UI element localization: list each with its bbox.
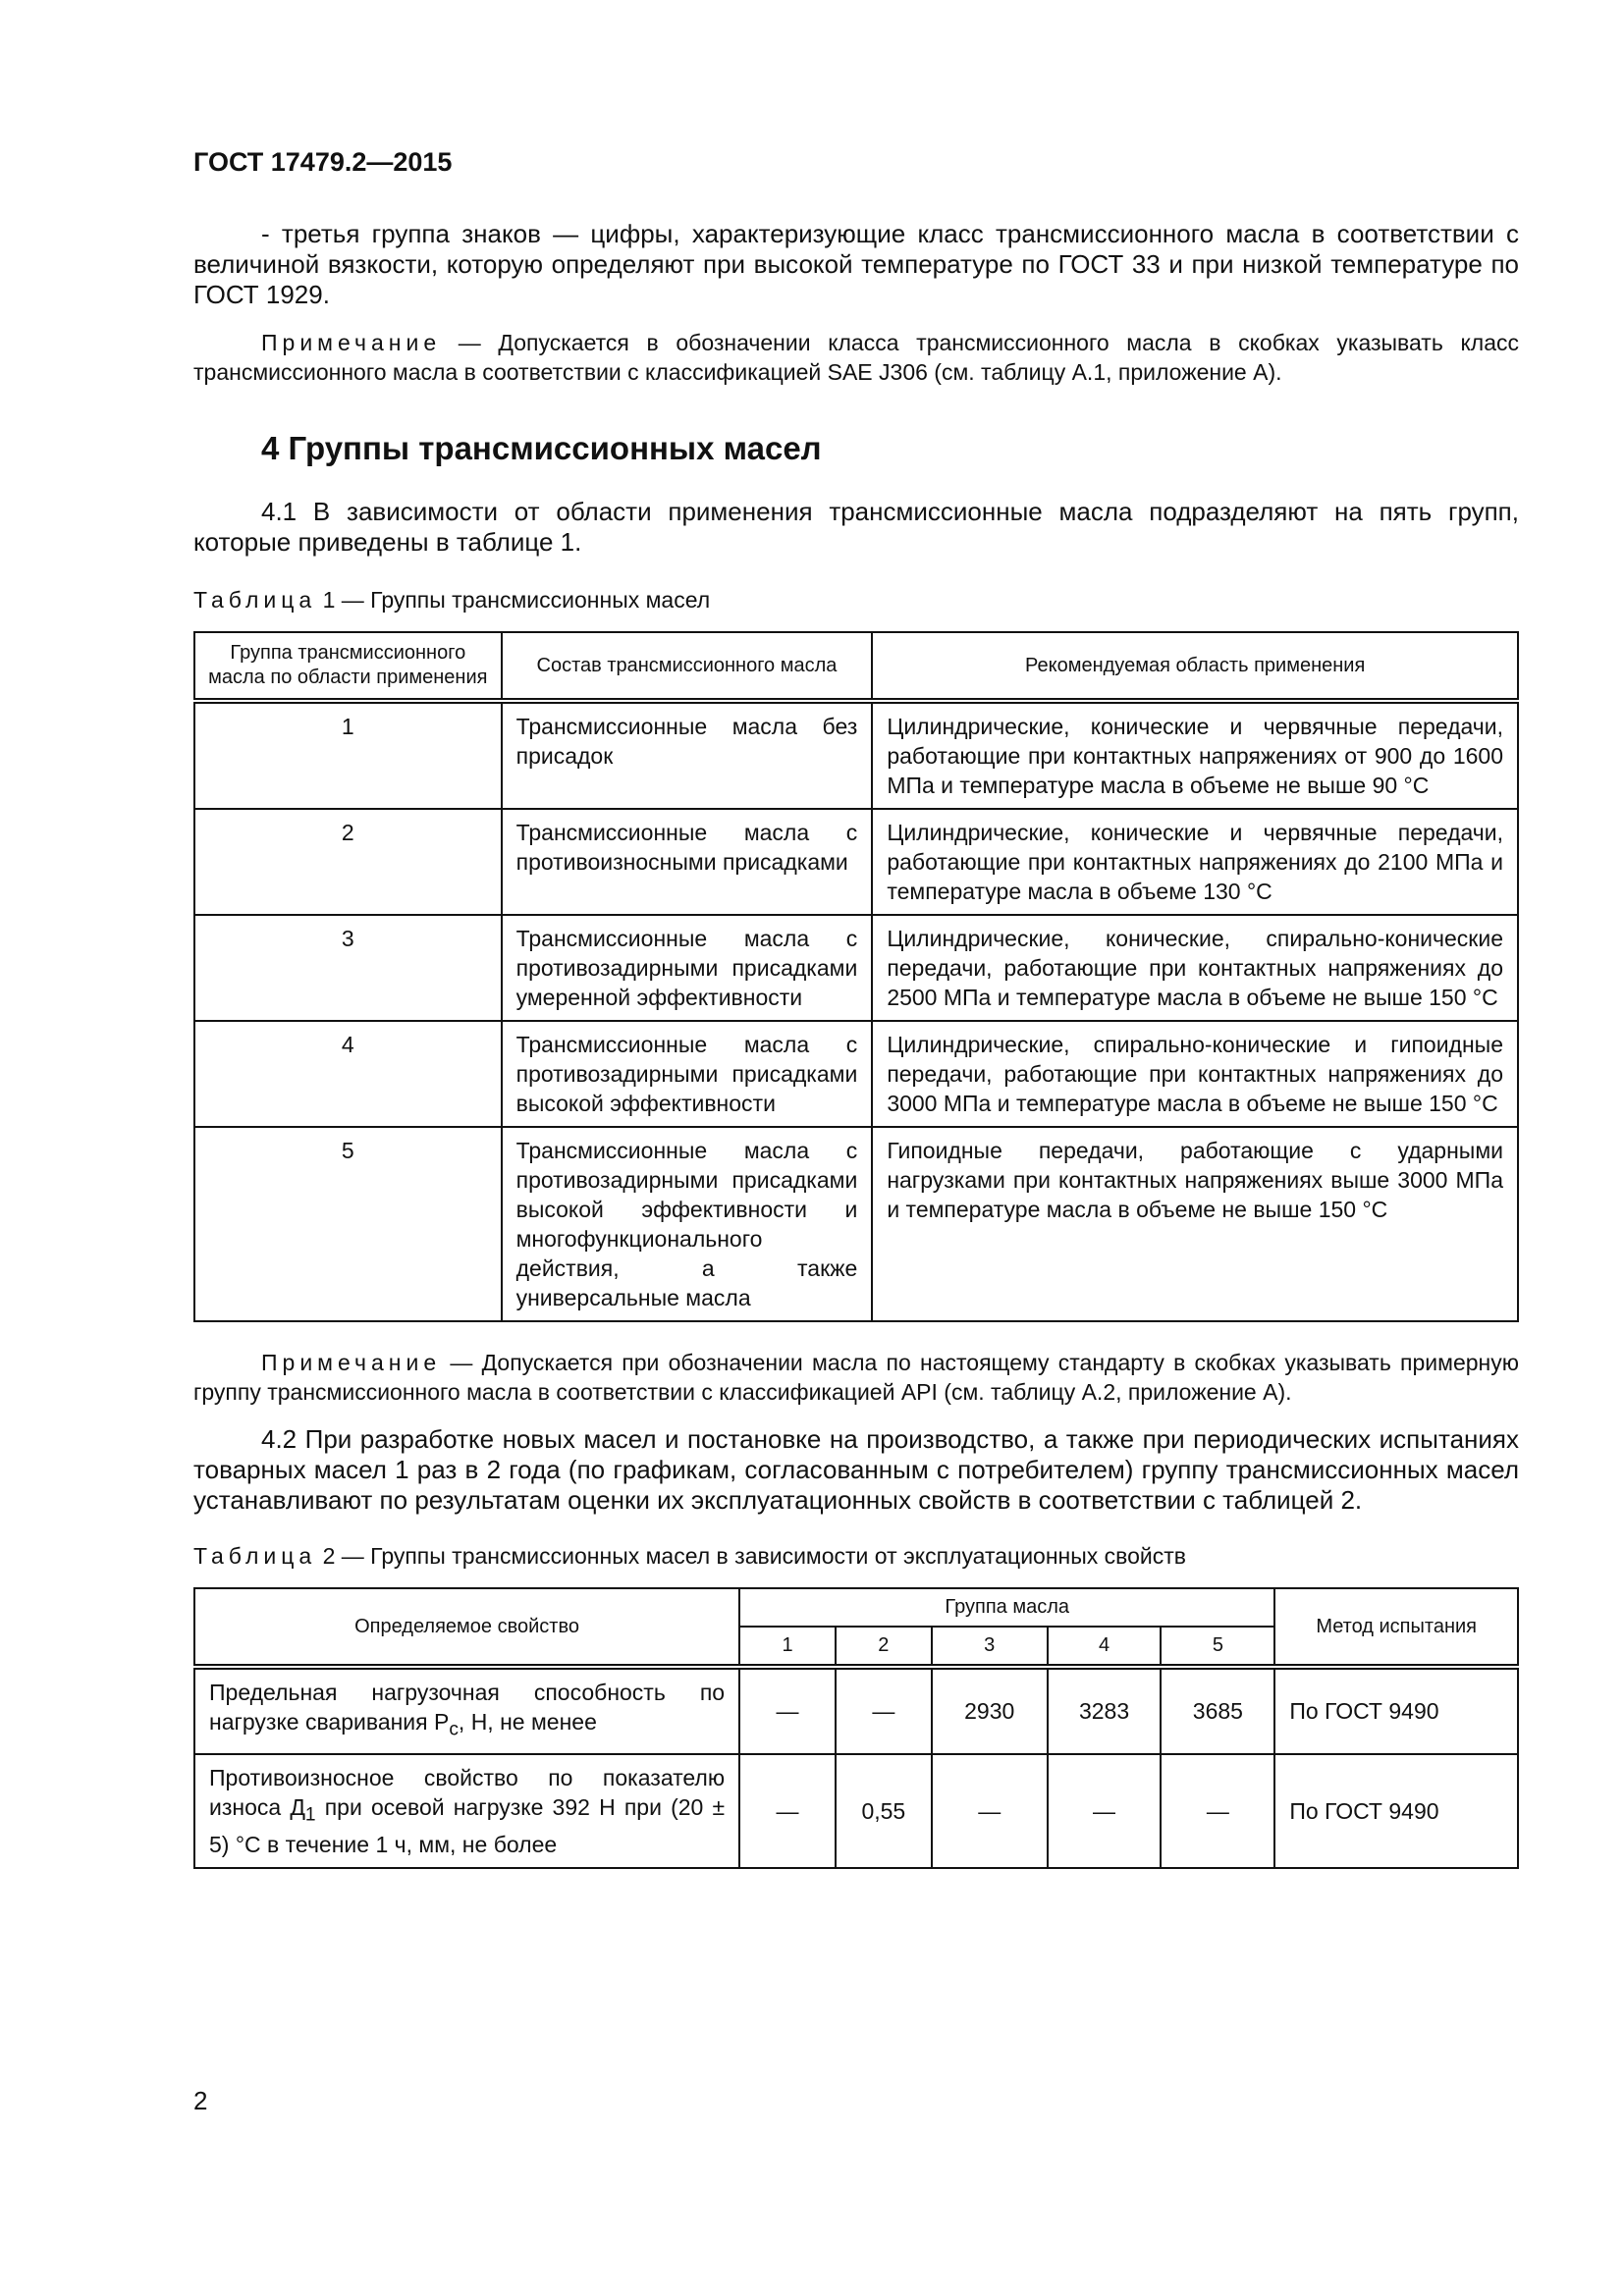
group-cell: 2: [194, 809, 502, 915]
group-number: 5: [1161, 1627, 1274, 1667]
value-cell: 3685: [1161, 1667, 1274, 1754]
table1-caption: [193, 587, 1519, 614]
table1: [193, 631, 1519, 1322]
paragraph-4-1: 4.1 В зависимости от области применения трансмиссионные масла подразделяют на пять групп, которые приведены в таблице 1.: [193, 497, 1519, 557]
method-cell: По ГОСТ 9490: [1274, 1754, 1518, 1869]
property-text-tail: при осевой нагрузке 392 Н при (20 ± 5) °С в течение 1 ч, мм, не более: [209, 1793, 726, 1858]
note-label: Примечание: [261, 1350, 442, 1375]
table2-header-property: Определяемое свойство: [194, 1588, 739, 1667]
group-number: 4: [1048, 1627, 1162, 1667]
group-cell: 4: [194, 1021, 502, 1127]
table2-header-method: Метод испытания: [1274, 1588, 1518, 1667]
property-subscript: 1: [304, 1804, 316, 1826]
value-cell: 3283: [1048, 1667, 1162, 1754]
composition-cell: Трансмиссионные масла с противозадирными присадками высокой эффективности и многофункционального действия, а также универсальные масла: [502, 1127, 873, 1321]
group-cell: 3: [194, 915, 502, 1021]
area-cell: Гипоидные передачи, работающие с ударными нагрузками при контактных напряжениях выше 3000 МПа и температуре масла в объеме не выше 150 °С: [872, 1127, 1518, 1321]
composition-cell: Трансмиссионные масла с противозадирными присадками высокой эффективности: [502, 1021, 873, 1127]
area-cell: Цилиндрические, конические и червячные передачи, работающие при контактных напряжениях до 2100 МПа и температуре масла в объеме 130 °С: [872, 809, 1518, 915]
group-cell: 1: [194, 701, 502, 809]
document-page: [193, 147, 1519, 1869]
value-cell: —: [1161, 1754, 1274, 1869]
table-row: [194, 809, 1518, 915]
area-cell: Цилиндрические, конические, спирально-конические передачи, работающие при контактных напряжениях до 2500 МПа и температуре масла в объеме не выше 150 °С: [872, 915, 1518, 1021]
value-cell: —: [836, 1667, 932, 1754]
table1-header-composition: Состав трансмиссионного масла: [502, 632, 873, 701]
group-cell: 5: [194, 1127, 502, 1321]
table1-header-area: Рекомендуемая область применения: [872, 632, 1518, 701]
table2-header-group: Группа масла: [739, 1588, 1274, 1627]
property-text: Предельная нагрузочная способность по нагрузке сваривания P: [209, 1680, 726, 1735]
table2: [193, 1587, 1519, 1869]
table-label: Таблица: [193, 587, 317, 613]
composition-cell: Трансмиссионные масла с противоизносными присадками: [502, 809, 873, 915]
property-subscript: с: [449, 1719, 459, 1740]
value-cell: —: [1048, 1754, 1162, 1869]
table-row: [194, 1667, 1518, 1754]
table1-header-group: Группа трансмиссионного масла по области применения: [194, 632, 502, 701]
note-sae: [193, 328, 1519, 387]
property-text-tail: , Н, не менее: [458, 1709, 597, 1735]
note-label: Примечание: [261, 330, 442, 355]
value-cell: —: [932, 1754, 1048, 1869]
property-cell: [194, 1667, 739, 1754]
property-cell: [194, 1754, 739, 1869]
table1-header-row: [194, 632, 1518, 701]
page-number: 2: [193, 2086, 208, 2115]
note-text: — Допускается при обозначении масла по настоящему стандарту в скобках указывать примерную группу трансмиссионного масла в соответствии с классификацией API (см. таблицу А.2, приложение А).: [193, 1350, 1519, 1405]
value-cell: 0,55: [836, 1754, 932, 1869]
group-number: 1: [739, 1627, 836, 1667]
paragraph-viscosity-class: - третья группа знаков — цифры, характеризующие класс трансмиссионного масла в соответствии с величиной вязкости, которую определяют при высокой температуре по ГОСТ 33 и при низкой температуре по ГОСТ 1929.: [193, 219, 1519, 309]
method-cell: По ГОСТ 9490: [1274, 1667, 1518, 1754]
table-row: [194, 701, 1518, 809]
note-text: — Допускается в обозначении класса трансмиссионного масла в скобках указывать класс трансмиссионного масла в соответствии с классификацией SAE J306 (см. таблицу А.1, приложение А).: [193, 330, 1519, 385]
paragraph-4-2: 4.2 При разработке новых масел и постановке на производство, а также при периодических испытаниях товарных масел 1 раз в 2 года (по графикам, согласованным с потребителем) группу трансмиссионных масел устанавливают по результатам оценки их эксплуатационных свойств в соответствии с таблицей 2.: [193, 1424, 1519, 1515]
section-title: 4 Группы трансмиссионных масел: [261, 430, 822, 466]
table2-header-row: [194, 1588, 1518, 1627]
table-label: Таблица: [193, 1543, 317, 1569]
composition-cell: Трансмиссионные масла с противозадирными присадками умеренной эффективности: [502, 915, 873, 1021]
group-number: 3: [932, 1627, 1048, 1667]
table-row: [194, 1754, 1518, 1869]
value-cell: 2930: [932, 1667, 1048, 1754]
table2-caption-text: 2 — Группы трансмиссионных масел в зависимости от эксплуатационных свойств: [316, 1543, 1187, 1569]
note-api: [193, 1348, 1519, 1407]
group-number: 2: [836, 1627, 932, 1667]
document-header: ГОСТ 17479.2—2015: [193, 147, 453, 177]
table2-caption: [193, 1543, 1519, 1570]
table-row: [194, 915, 1518, 1021]
property-text: Противоизносное свойство по показателю износа Д: [209, 1764, 726, 1820]
area-cell: Цилиндрические, конические и червячные передачи, работающие при контактных напряжениях от 900 до 1600 МПа и температуре масла в объеме не выше 90 °С: [872, 701, 1518, 809]
table-row: [194, 1021, 1518, 1127]
table1-caption-text: 1 — Группы трансмиссионных масел: [316, 587, 711, 613]
table-row: [194, 1127, 1518, 1321]
value-cell: —: [739, 1667, 836, 1754]
value-cell: —: [739, 1754, 836, 1869]
area-cell: Цилиндрические, спирально-конические и гипоидные передачи, работающие при контактных напряжениях до 3000 МПа и температуре масла в объеме не выше 150 °С: [872, 1021, 1518, 1127]
composition-cell: Трансмиссионные масла без присадок: [502, 701, 873, 809]
